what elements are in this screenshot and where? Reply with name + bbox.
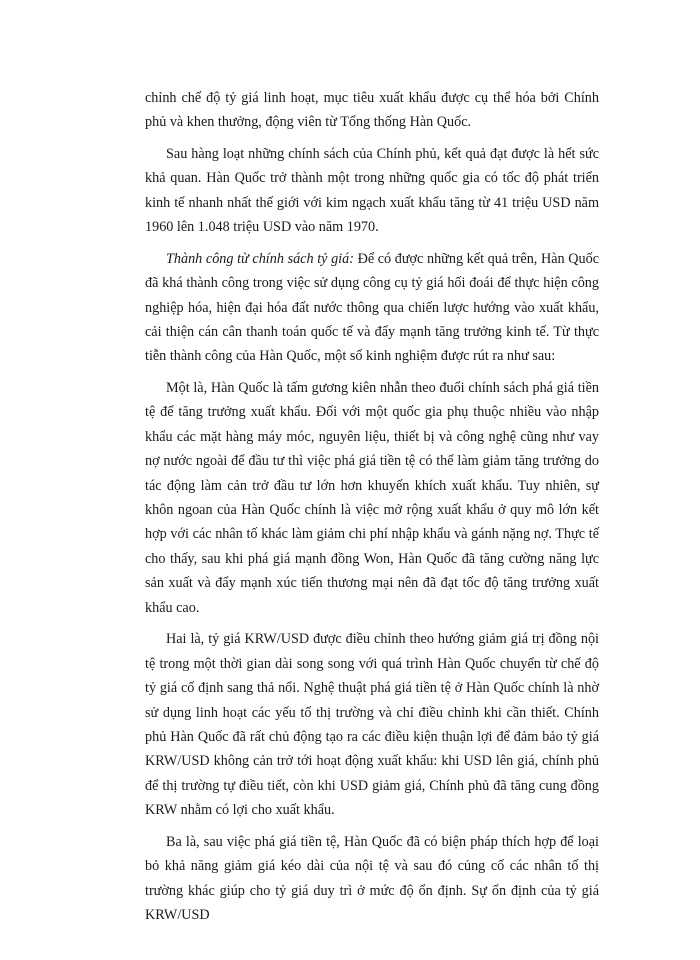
paragraph-results bbox=[145, 142, 599, 240]
paragraph-lesson-three bbox=[145, 830, 599, 928]
paragraph-text: Một là, Hàn Quốc là tấm gương kiên nhẫn theo đuổi chính sách phá giá tiền tệ để tăng trưởng xuất khẩu. Đối với một quốc gia phụ thuộc nhiều vào nhập khẩu các mặt hàng máy móc, nguyên liệu, thiết bị và công nghệ cũng như vay nợ nước ngoài để đầu tư thì việc phá giá tiền tệ có thể làm giảm tăng trưởng do tác động làm cản trở đầu tư lớn hơn khuyến khích xuất khẩu. Tuy nhiên, sự khôn ngoan của Hàn Quốc chính là việc mở rộng xuất khẩu ở quy mô lớn kết hợp với các nhân tố khác làm giảm chi phí nhập khẩu và gánh nặng nợ. Thực tế cho thấy, sau khi phá giá mạnh đồng Won, Hàn Quốc đã tăng cường năng lực sản xuất và đẩy mạnh xúc tiến thương mại nên đã đạt tốc độ tăng trưởng xuất khẩu cao. bbox=[145, 380, 599, 616]
paragraph-lesson-two bbox=[145, 627, 599, 822]
paragraph-text: chỉnh chế độ tỷ giá linh hoạt, mục tiêu xuất khẩu được cụ thể hóa bởi Chính phủ và khen thưởng, động viên từ Tổng thống Hàn Quốc. bbox=[145, 90, 599, 131]
paragraph-text: Sau hàng loạt những chính sách của Chính phủ, kết quả đạt được là hết sức khả quan. Hàn Quốc trở thành một trong những quốc gia có tốc độ phát triển kinh tế nhanh nhất thế giới với kim ngạch xuất khẩu tăng từ 41 triệu USD năm 1960 lên 1.048 triệu USD vào năm 1970. bbox=[145, 146, 599, 236]
paragraph-lesson-one bbox=[145, 376, 599, 620]
paragraph-text: Hai là, tỷ giá KRW/USD được điều chỉnh theo hướng giảm giá trị đồng nội tệ trong một thời gian dài song song với quá trình Hàn Quốc chuyển từ chế độ tỷ giá cố định sang thả nổi. Nghệ thuật phá giá tiền tệ ở Hàn Quốc chính là nhờ sử dụng linh hoạt các yếu tố thị trường và chỉ điều chỉnh khi cần thiết. Chính phủ Hàn Quốc đã rất chủ động tạo ra các điều kiện thuận lợi để đảm bảo tỷ giá KRW/USD không cản trở tới hoạt động xuất khẩu: khi USD lên giá, chính phủ để thị trường tự điều tiết, còn khi USD giảm giá, Chính phủ đã tăng cung đồng KRW nhằm có lợi cho xuất khẩu. bbox=[145, 631, 599, 819]
paragraph-continuation bbox=[145, 86, 599, 135]
paragraph-exchange-rate-success bbox=[145, 247, 599, 369]
paragraph-lead-italic: Thành công từ chính sách tỷ giá: bbox=[166, 250, 354, 267]
document-body bbox=[145, 86, 599, 935]
paragraph-text: Ba là, sau việc phá giá tiền tệ, Hàn Quốc đã có biện pháp thích hợp để loại bỏ khả năng giảm giá kéo dài của nội tệ và sau đó củng cố các nhân tố thị trường khác giúp cho tỷ giá duy trì ở mức độ ổn định. Sự ổn định của tỷ giá KRW/USD bbox=[145, 833, 599, 923]
paragraph-text: Để có được những kết quả trên, Hàn Quốc đã khá thành công trong việc sử dụng công cụ tỷ giá hối đoái để thực hiện công nghiệp hóa, hiện đại hóa đất nước thông qua chiến lược hướng vào xuất khẩu, cải thiện cán cân thanh toán quốc tế và đẩy mạnh tăng trưởng kinh tế. Từ thực tiễn thành công của Hàn Quốc, một số kinh nghiệm được rút ra như sau: bbox=[145, 250, 599, 365]
